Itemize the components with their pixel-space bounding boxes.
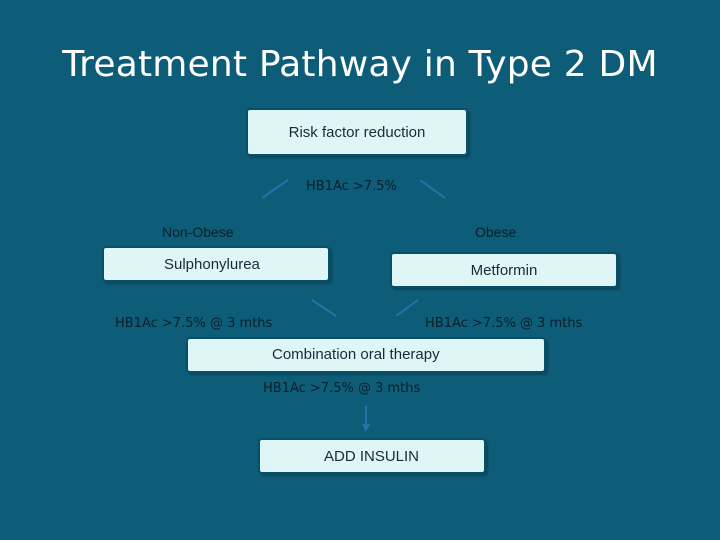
combination-therapy-label: Combination oral therapy <box>272 346 440 363</box>
metformin-node[interactable] <box>390 252 618 288</box>
connector-risk-left <box>262 180 288 198</box>
connector-sulph-combo <box>312 300 336 316</box>
connector-risk-right <box>420 180 445 198</box>
hba1c-threshold-top: HB1Ac >7.5% <box>306 179 397 194</box>
metformin-label: Metformin <box>470 261 538 279</box>
obese-label: Obese <box>475 224 517 240</box>
connector-metformin-combo <box>396 300 418 316</box>
arrowhead-insulin <box>362 424 370 432</box>
slide-title: Treatment Pathway in Type 2 DM <box>62 44 658 85</box>
add-insulin-node[interactable] <box>258 438 486 474</box>
add-insulin-label: ADD INSULIN <box>324 447 420 465</box>
hba1c-threshold-left: HB1Ac >7.5% @ 3 mths <box>115 316 273 331</box>
hba1c-threshold-right: HB1Ac >7.5% @ 3 mths <box>425 316 583 331</box>
combination-therapy-node[interactable] <box>186 337 546 373</box>
sulphonylurea-node[interactable] <box>102 246 330 282</box>
hba1c-threshold-bottom: HB1Ac >7.5% @ 3 mths <box>263 381 421 396</box>
risk-factor-node[interactable] <box>246 108 468 156</box>
non-obese-label: Non-Obese <box>162 224 234 240</box>
risk-factor-label: Risk factor reduction <box>288 123 426 141</box>
sulphonylurea-label: Sulphonylurea <box>164 256 260 273</box>
